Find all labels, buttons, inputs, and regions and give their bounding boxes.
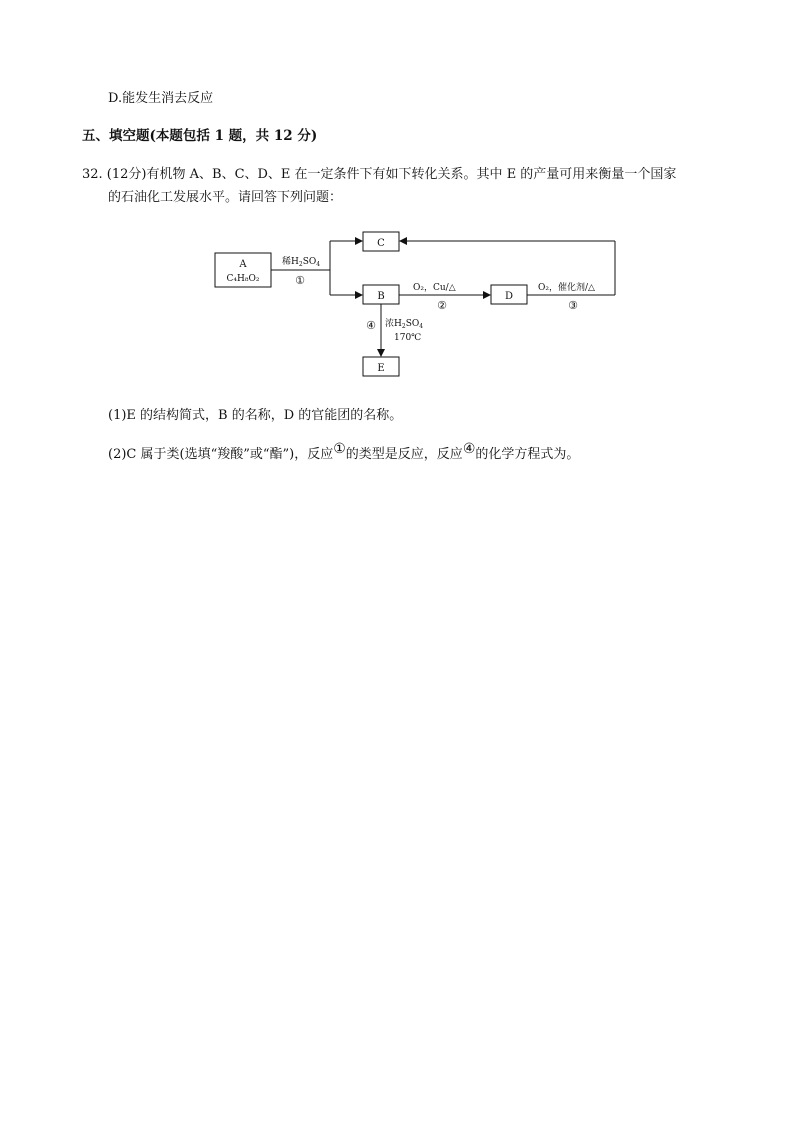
reagent-1: 稀$H_2SO_4$: [282, 257, 321, 268]
box-e-label: E: [377, 363, 385, 374]
step-4-label: ④: [366, 319, 376, 332]
reagent-2: O₂，Cu/△: [413, 283, 456, 293]
sub-question-2: [108, 441, 580, 464]
sub-question-2-part2: 的类型是反应，反应: [345, 447, 463, 462]
reagent-3: O₂，催化剂/△: [538, 283, 595, 293]
circled-1: ①: [333, 441, 346, 457]
question-line-2: 的石油化工发展水平。请回答下列问题：: [108, 190, 343, 205]
question-line-1: 32. (12分)有机物 A、B、C、D、E 在一定条件下有如下转化关系。其中 E 的产量可用来衡量一个国家: [82, 167, 677, 182]
box-d-label: D: [504, 291, 514, 302]
sub-question-1: (1)E 的结构简式，B 的名称，D 的官能团的名称。: [108, 408, 403, 423]
step-2-label: ②: [437, 299, 447, 312]
sub-question-2-part3: 的化学方程式为。: [475, 447, 580, 462]
box-c-label: C: [377, 238, 385, 249]
sub-question-2-part1: (2)C 属于类(选填“羧酸”或“酯”)，反应: [108, 447, 334, 462]
circled-4: ④: [462, 441, 476, 457]
option-d: D.能发生消去反应: [108, 91, 214, 106]
step-1-label: ①: [295, 274, 305, 287]
box-b-label: B: [377, 291, 385, 302]
step-3-label: ③: [568, 299, 578, 312]
reagent-4-temp: 170℃: [394, 333, 422, 343]
reaction-diagram: [205, 228, 625, 388]
reagent-4: 浓$H_2SO_4$: [385, 319, 424, 330]
section-heading: 五、填空题(本题包括 1 题，共 12 分): [82, 128, 318, 144]
box-a-label: A: [239, 259, 247, 270]
box-a-formula: C₄H₈O₂: [226, 274, 260, 284]
